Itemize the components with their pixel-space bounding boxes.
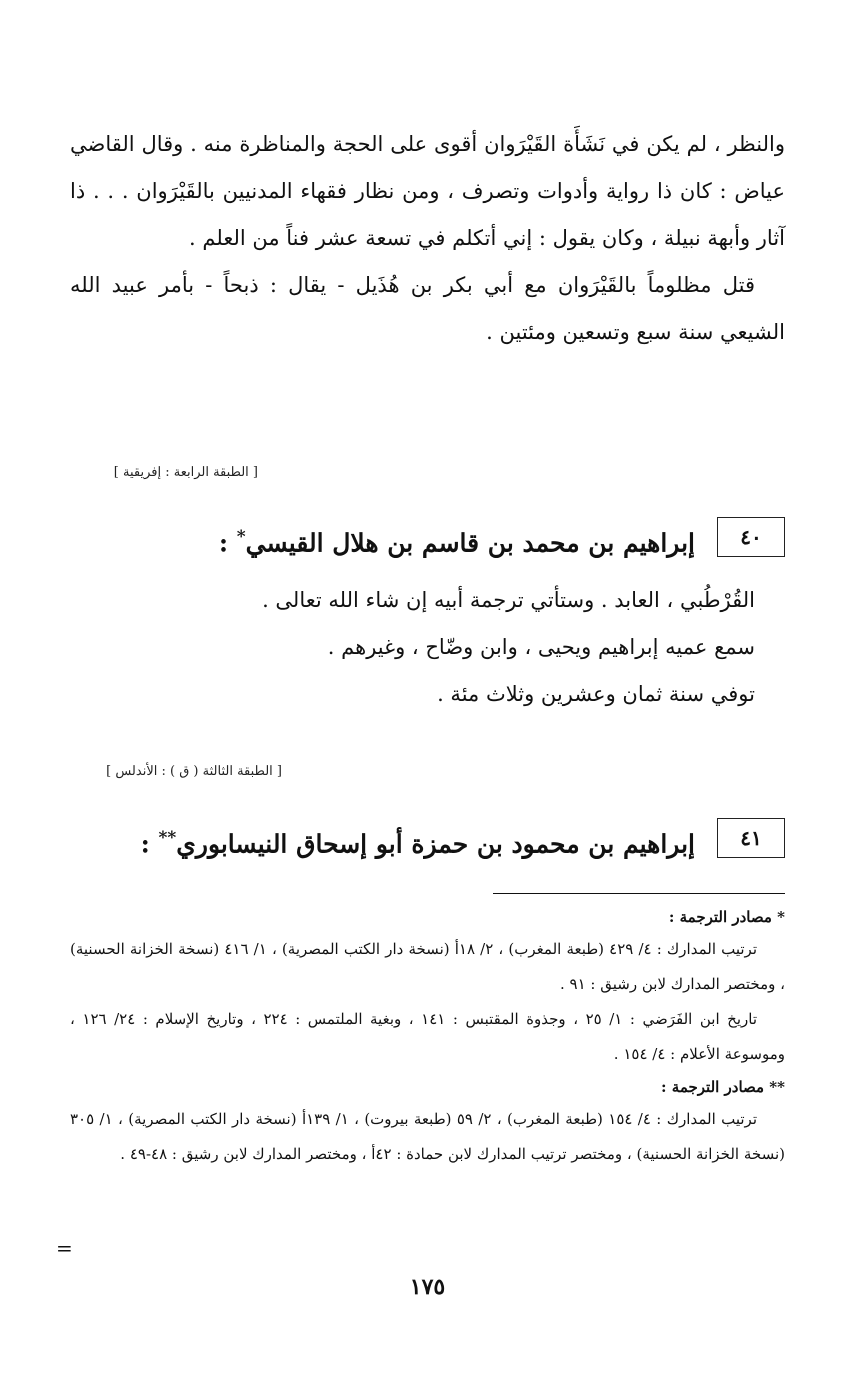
page-number: ١٧٥ [409,1274,446,1300]
entry-heading-40 [70,517,785,561]
footnote-text: تاريخ ابن الفَرَضي : ١/ ٢٥ ، وجذوة المقتبس : ١٤١ ، وبغية الملتمس : ٢٢٤ ، وتاريخ الإسلام : ٢٤/ ١٢٦ ، وموسوعة الأعلام : ٤/ ١٥٤ . [70,1010,785,1063]
footnote-separator [493,893,785,894]
entry-line: القُرْطُبي ، العابد . وستأتي ترجمة أبيه إن شاء الله تعالى . [262,588,755,612]
entry-name: إبراهيم بن محمود بن حمزة أبو إسحاق النيسابوري [176,829,695,859]
entry-title [219,517,695,563]
footnote-heading: ** مصادر الترجمة : [661,1078,785,1096]
entry-heading-41 [70,818,785,862]
entry-line: سمع عميه إبراهيم ويحيى ، وابن وضّاح ، وغيرهم . [327,635,755,659]
footnote-mark: * [236,527,246,547]
paragraph: والنظر ، لم يكن في نَشَأَة القَيْرَوان أقوى على الحجة والمناظرة منه . وقال القاضي عياض : كان ذا رواية وأدوات وتصرف ، ومن نظار فقهاء المدنيين بالقَيْرَوان . . . ذا آثار وأبهة نبيلة ، وكان يقول : إني أتكلم في تسعة عشر فناً من العلم . [70,132,785,250]
paragraph: قتل مظلوماً بالقَيْرَوان مع أبي بكر بن هُذَيل - يقال : ذبحاً - بأمر عبيد الله الشيعي سنة سبع وتسعين ومئتين . [70,273,785,344]
entry-line: توفي سنة ثمان وعشرين وثلاث مئة . [437,682,755,706]
tabaqa-label: [ الطبقة الثالثة ( ق ) : الأندلس ] [106,764,282,779]
footnotes [70,902,785,1172]
entry-number-box: ٤٠ [717,517,785,557]
entry-name: إبراهيم بن محمد بن قاسم بن هلال القيسي [245,528,695,558]
continuation-mark: = [56,1236,73,1260]
body-text [70,121,785,356]
footnote-text: ترتيب المدارك : ٤/ ٤٢٩ (طبعة المغرب) ، ٢/ ١٨أ (نسخة دار الكتب المصرية) ، ١/ ٤١٦ (نسخة الخزانة الحسنية) ، ومختصر المدارك لابن رشيق : ٩١ . [70,940,785,993]
entry-colon: : [140,829,150,859]
footnote-text: ترتيب المدارك : ٤/ ١٥٤ (طبعة المغرب) ، ٢/ ٥٩ (طبعة بيروت) ، ١/ ١٣٩أ (نسخة دار الكتب المصرية) ، ١/ ٣٠٥ (نسخة الخزانة الحسنية) ، ومختصر ترتيب المدارك لابن حمادة : ٤٢أ ، ومختصر المدارك لابن رشيق : ٤٨-٤٩ . [70,1110,785,1163]
entry-40-body [70,577,785,718]
footnote-mark: ** [158,828,177,848]
tabaqa-label: [ الطبقة الرابعة : إفريقية ] [113,465,258,480]
entry-title [141,818,695,864]
entry-colon: : [218,528,229,558]
footnote-heading: * مصادر الترجمة : [668,908,785,926]
entry-number-box: ٤١ [717,818,785,858]
